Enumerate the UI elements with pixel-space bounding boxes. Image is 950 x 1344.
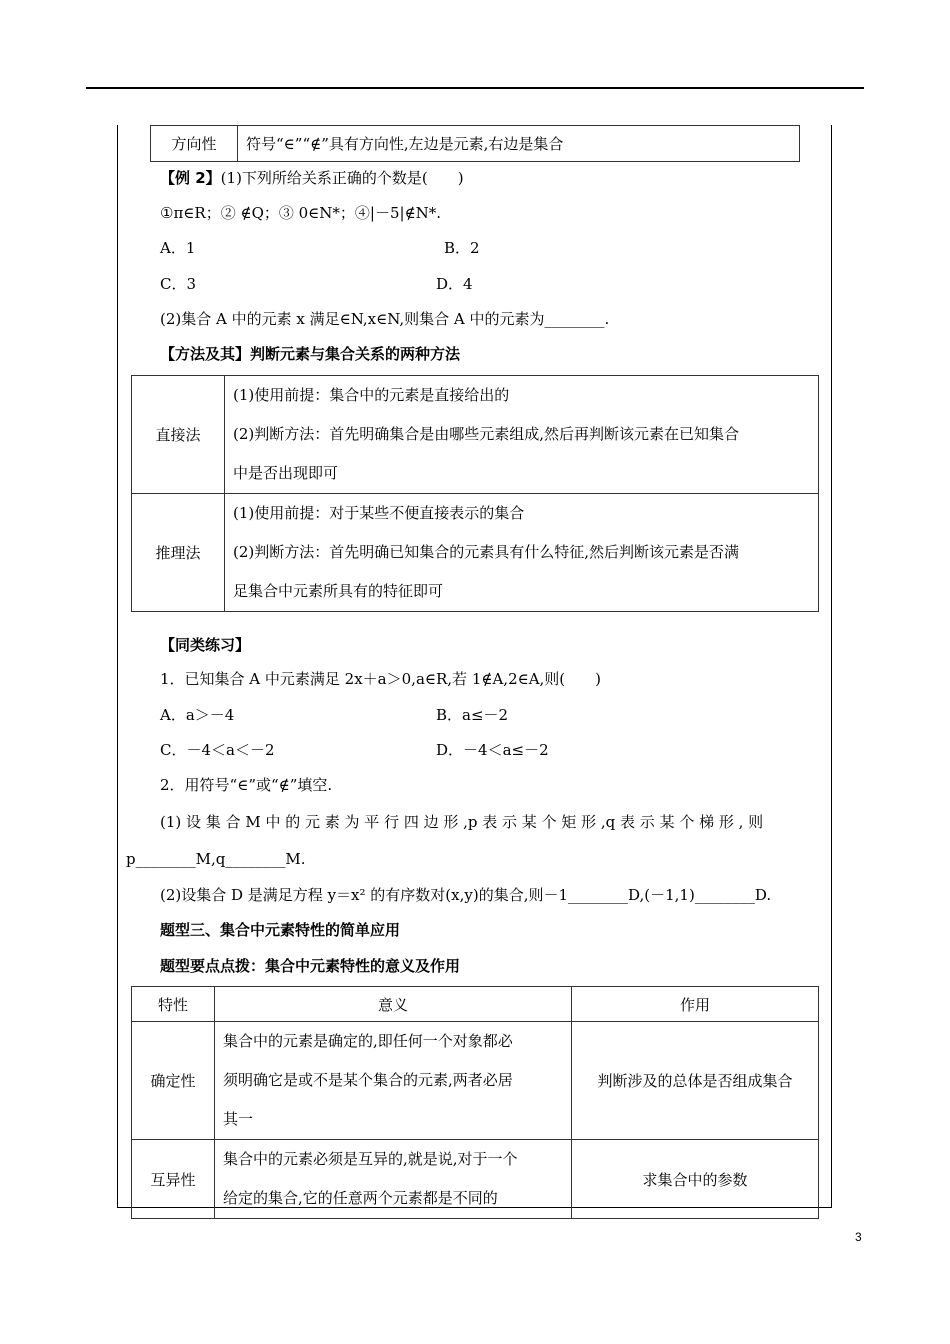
practice-choice-c: C．－4＜a＜－2 (160, 741, 275, 759)
meaning-line: 须明确它是或不是某个集合的元素,两者必居 (223, 1071, 513, 1089)
header-use: 作用 (572, 987, 819, 1022)
direction-content: 符号“∈”“∉”具有方向性,左边是元素,右边是集合 (238, 126, 800, 162)
practice-question2-2: (2)设集合 D 是满足方程 y＝x² 的有序数对(x,y)的集合,则－1________D,(－1,1)________D. (160, 886, 772, 904)
method-row (132, 376, 819, 494)
method-line: (2)判断方法：首先明确集合是由哪些元素组成,然后再判断该元素在已知集合 (233, 425, 740, 443)
method-line: (1)使用前提：集合中的元素是直接给出的 (233, 386, 510, 404)
practice-choice-b: B．a≤－2 (436, 706, 509, 724)
meaning-line: 集合中的元素必须是互异的,就是说,对于一个 (223, 1150, 518, 1168)
method-name: 直接法 (132, 376, 225, 494)
use-cell: 判断涉及的总体是否组成集合 (572, 1022, 819, 1140)
practice-heading: 【同类练习】 (160, 636, 251, 654)
practice-question2-1b: p________M,q________M. (126, 850, 306, 868)
practice-question1: 1．已知集合 A 中元素满足 2x＋a＞0,a∈R,若 1∉A,2∈A,则( ) (160, 670, 602, 688)
table-row (132, 1022, 819, 1140)
table-row (132, 1140, 819, 1219)
header-rule (86, 87, 864, 89)
type3-heading: 题型三、集合中元素特性的简单应用 (160, 921, 401, 939)
method-line: 中是否出现即可 (233, 464, 339, 482)
method-line: (2)判断方法：首先明确已知集合的元素具有什么特征,然后判断该元素是否满 (233, 543, 740, 561)
table-header-row (132, 987, 819, 1022)
choice-a: A．1 (160, 239, 196, 257)
characteristics-table (131, 986, 819, 1219)
choice-d: D．4 (436, 275, 473, 293)
header-meaning: 意义 (215, 987, 572, 1022)
prop-cell: 互异性 (132, 1140, 215, 1219)
method-line: (1)使用前提：对于某些不便直接表示的集合 (233, 504, 525, 522)
page-number: 3 (855, 1230, 862, 1244)
method-line: 足集合中元素所具有的特征即可 (233, 582, 444, 600)
direction-table (150, 125, 800, 162)
example2-items: ①π∈R；② ∉Q；③ 0∈N*；④|－5|∉N*. (160, 204, 442, 222)
practice-question2: 2．用符号“∈”或“∉”填空. (160, 776, 333, 794)
practice-choice-a: A．a＞－4 (160, 706, 235, 724)
example2-heading: 【例 2】 (160, 169, 221, 187)
prop-cell: 确定性 (132, 1022, 215, 1140)
method-heading: 【方法及其】判断元素与集合关系的两种方法 (160, 345, 461, 363)
use-cell: 求集合中的参数 (572, 1140, 819, 1219)
meaning-line: 其一 (223, 1110, 254, 1128)
method-table (131, 375, 819, 612)
header-prop: 特性 (132, 987, 215, 1022)
practice-choice-d: D．－4＜a≤－2 (436, 741, 549, 759)
practice-question2-1a: (1) 设 集 合 M 中 的 元 素 为 平 行 四 边 形 ,p 表 示 某 个 矩 形 ,q 表 示 某 个 梯 形 , 则 (160, 813, 764, 831)
choice-c: C．3 (160, 275, 197, 293)
method-row (132, 494, 819, 612)
choice-b: B．2 (444, 239, 480, 257)
example2-question1: 【例 2】(1)下列所给关系正确的个数是( ) (160, 169, 464, 187)
meaning-line: 集合中的元素是确定的,即任何一个对象都必 (223, 1032, 513, 1050)
meaning-line: 给定的集合,它的任意两个元素都是不同的 (223, 1189, 498, 1207)
type3-subheading: 题型要点点拨：集合中元素特性的意义及作用 (160, 957, 461, 975)
method-name: 推理法 (132, 494, 225, 612)
direction-label: 方向性 (151, 126, 238, 162)
example2-question2: (2)集合 A 中的元素 x 满足∈N,x∈N,则集合 A 中的元素为________. (160, 310, 610, 328)
